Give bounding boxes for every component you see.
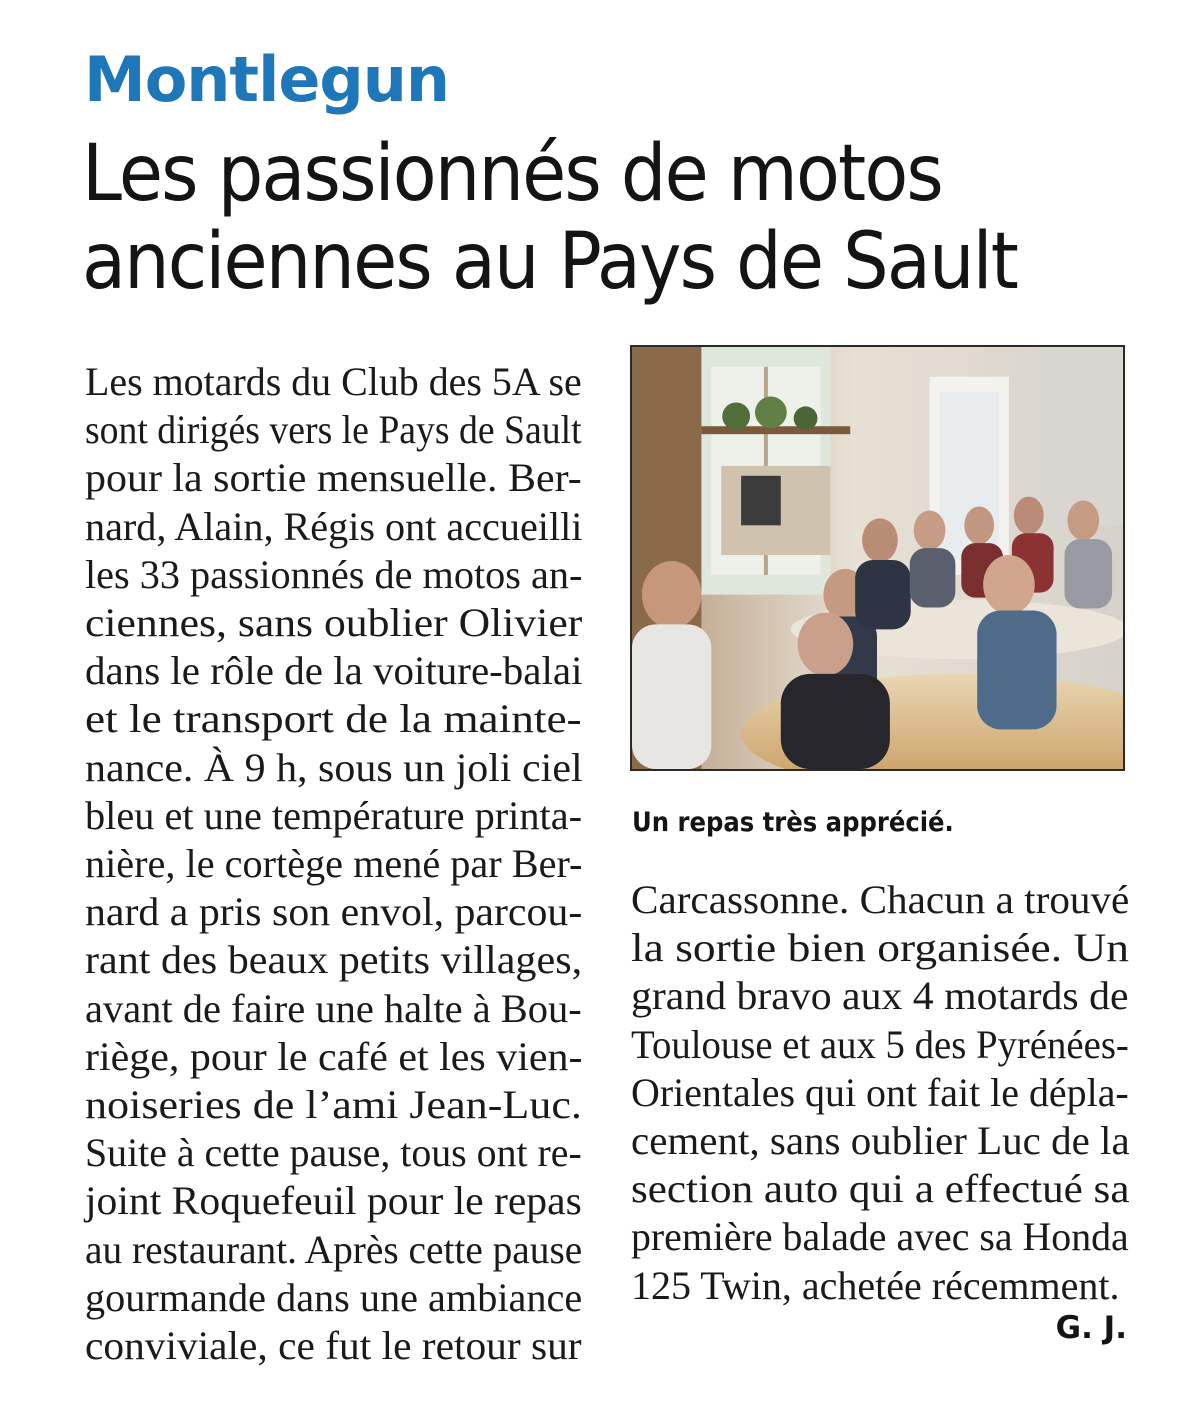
- restaurant-scene-image: [632, 347, 1123, 769]
- body-text-line: dans le rôle de la voiture-balai: [85, 648, 583, 694]
- body-text-line: Suite à cette pause, tous ont re-: [85, 1130, 582, 1176]
- body-text-line: les 33 passionnés de motos an-: [85, 551, 583, 597]
- body-text-line: joint Roquefeuil pour le repas: [85, 1178, 582, 1224]
- article-headline: [82, 130, 1057, 306]
- body-text-line: grand bravo aux 4 motards de: [631, 973, 1129, 1019]
- body-text-line: pour la sortie mensuelle. Ber-: [85, 455, 582, 501]
- body-text-line: nard a pris son envol, parcou-: [85, 889, 583, 935]
- article-column-left: [85, 358, 582, 1370]
- body-text-line: conviviale, ce fut le retour sur: [85, 1323, 582, 1369]
- body-text-line: Les motards du Club des 5A se: [85, 359, 582, 404]
- body-text-line: 125 Twin, achetée récemment.: [631, 1262, 1120, 1308]
- article-photo: [630, 345, 1125, 771]
- body-text-line: nière, le cortège mené par Ber-: [85, 841, 583, 887]
- headline-line: Les passionnés de motos: [82, 129, 942, 219]
- body-text-line: sont dirigés vers le Pays de Sault: [85, 407, 582, 453]
- body-text-line: riège, pour le café et les vien-: [85, 1033, 583, 1079]
- body-text-line: ciennes, sans oublier Olivier: [85, 600, 583, 646]
- section-kicker: Montlegun: [84, 43, 450, 116]
- body-text-line: noiseries de l’ami Jean-Luc.: [85, 1082, 582, 1128]
- article-column-right: [631, 876, 1129, 1310]
- body-text-line: avant de faire une halte à Bou-: [85, 985, 582, 1031]
- body-text-line: au restaurant. Après cette pause: [85, 1226, 583, 1272]
- body-text-line: nard, Alain, Régis ont accueilli: [85, 503, 583, 549]
- body-text-line: et le transport de la mainte-: [85, 696, 582, 742]
- body-text-line: cement, sans oublier Luc de la: [631, 1118, 1130, 1164]
- body-text-line: Orientales qui ont fait le dépla-: [631, 1069, 1129, 1115]
- body-text-line: gourmande dans une ambiance: [85, 1274, 583, 1320]
- body-text-line: section auto qui a effectué sa: [631, 1166, 1130, 1212]
- author-signature: G. J.: [1055, 1310, 1127, 1346]
- body-text-line: nance. À 9 h, sous un joli ciel: [85, 744, 583, 790]
- body-text-line: la sortie bien organisée. Un: [631, 925, 1130, 971]
- photo-caption: Un repas très apprécié.: [632, 807, 954, 838]
- body-text-line: première balade avec sa Honda: [631, 1214, 1129, 1260]
- body-text-line: Toulouse et aux 5 des Pyrénées-: [631, 1021, 1129, 1067]
- body-text-line: rant des beaux petits villages,: [85, 937, 583, 983]
- headline-line: anciennes au Pays de Sault: [82, 217, 1018, 307]
- body-text-line: bleu et une température printa-: [85, 792, 583, 838]
- body-text-line: Carcassonne. Chacun a trouvé: [631, 877, 1130, 922]
